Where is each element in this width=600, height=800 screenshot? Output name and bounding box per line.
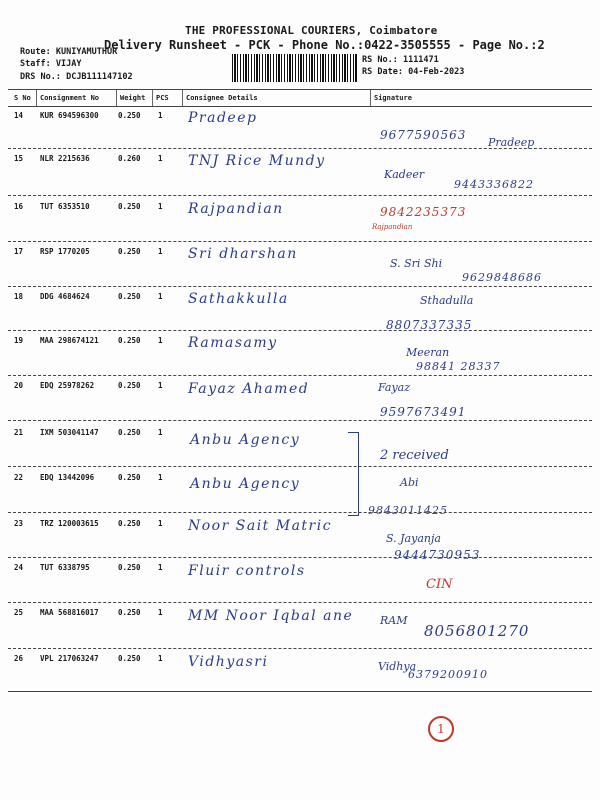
row-consignee: Sathakkulla [188,291,289,307]
row-consignment: EDQ 13442096 [40,473,95,482]
row-signature: 2 received [380,448,449,463]
row-consignment: RSP 1770205 [40,247,90,256]
row-weight: 0.250 [118,519,141,528]
row-signature: Sthadulla [420,294,474,307]
row-phone: 9444730953 [394,548,481,562]
col-divider [36,90,37,106]
row-pcs: 1 [158,519,163,528]
row-consignment: VPL 217063247 [40,654,99,663]
col-divider [116,90,117,106]
col-consignment: Consignment No [40,94,100,102]
row-sno: 14 [14,111,24,120]
row-pcs: 1 [158,563,163,572]
row-sno: 16 [14,202,24,211]
grouping-bracket [348,432,359,516]
staff-line [20,59,81,69]
row-pcs: 1 [158,608,163,617]
rs-no-line [362,55,439,65]
row-pcs: 1 [158,154,163,163]
drs-line [20,72,133,82]
row-phone: 9842235373 [380,205,467,219]
table-top-rule [8,89,592,90]
table-row [0,602,600,648]
row-consignee: Fayaz Ahamed [188,381,310,397]
table-row [0,648,600,694]
row-phone: 6379200910 [408,668,488,681]
row-sno: 26 [14,654,24,663]
row-consignment: NLR 2215636 [40,154,90,163]
table-row [0,512,600,562]
row-signature: CIN [426,577,453,592]
rs-date-value: 04-Feb-2023 [408,67,465,77]
table-row [0,466,600,517]
table-row [0,106,600,152]
table-bottom-rule [8,691,592,692]
row-signature: Vidhya [378,660,417,673]
row-signature: S. Sri Shi [390,257,443,270]
col-divider [370,90,371,106]
company-title: THE PROFESSIONAL COURIERS, Coimbatore [185,24,438,37]
row-signature: Meeran [406,346,450,359]
row-consignment: IXM 503041147 [40,428,99,437]
row-pcs: 1 [158,292,163,301]
row-consignee: Ramasamy [188,335,278,351]
rs-date-label: RS Date: [362,67,403,77]
row-consignee: Anbu Agency [190,432,301,448]
row-signature: Pradeep [488,136,535,149]
row-consignee: Pradeep [188,110,258,126]
row-consignee: Vidhyasri [188,654,269,670]
row-signature: Rajpandian [372,223,413,231]
staff-label: Staff: [20,59,51,69]
table-row [0,330,600,376]
col-consignee: Consignee Details [186,94,258,102]
row-weight: 0.250 [118,608,141,617]
staff-value: VIJAY [55,59,82,69]
row-phone: 9843011425 [368,504,448,517]
row-weight: 0.250 [118,381,141,390]
row-pcs: 1 [158,428,163,437]
row-phone: 98841 28337 [416,360,501,373]
runsheet-subtitle: Delivery Runsheet - PCK - Phone No.:0422-3505555 - Page No.:2 [104,38,545,52]
table-row [0,286,600,332]
row-sno: 15 [14,154,24,163]
row-weight: 0.250 [118,563,141,572]
row-sno: 19 [14,336,24,345]
circled-number-mark: 1 [428,716,454,742]
row-consignee: Fluir controls [188,563,306,579]
row-consignee: MM Noor Iqbal ane [188,608,354,624]
col-weight: Weight [120,94,146,102]
row-signature: RAM [380,614,408,627]
row-consignment: TRZ 120003615 [40,519,99,528]
row-sno: 18 [14,292,24,301]
table-row [0,195,600,241]
row-weight: 0.250 [118,111,141,120]
row-signature: S. Jayanja [386,532,441,545]
route-label: Route: [20,47,51,57]
table-row [0,557,600,603]
row-signature: Kadeer [384,168,425,181]
row-phone: 9629848686 [462,271,542,284]
row-phone: 9597673491 [380,405,467,419]
row-weight: 0.250 [118,473,141,482]
row-weight: 0.250 [118,292,141,301]
row-weight: 0.250 [118,336,141,345]
rs-date-line [362,67,464,77]
drs-label: DRS No.: [20,72,61,82]
route-value: KUNIYAMUTHUR [55,47,118,57]
row-pcs: 1 [158,247,163,256]
rs-no-label: RS No.: [362,55,398,65]
table-row [0,375,600,421]
row-sno: 23 [14,519,24,528]
row-consignment: EDQ 25978262 [40,381,95,390]
row-sno: 25 [14,608,24,617]
rs-no-value: 1111471 [402,55,439,65]
row-consignee: Noor Sait Matric [188,518,333,534]
row-weight: 0.250 [118,654,141,663]
row-phone: 8807337335 [386,318,473,332]
row-phone: 9677590563 [380,128,467,142]
row-consignee: Sri dharshan [188,246,298,262]
row-consignment: MAA 298674121 [40,336,99,345]
row-consignee: Anbu Agency [190,476,301,492]
row-consignment: MAA 568816017 [40,608,99,617]
table-row [0,241,600,287]
row-pcs: 1 [158,473,163,482]
row-sno: 20 [14,381,24,390]
row-consignment: KUR 694596300 [40,111,99,120]
row-consignment: TUT 6338795 [40,563,90,572]
row-consignment: DDG 4684624 [40,292,90,301]
route-line [20,47,117,57]
row-pcs: 1 [158,111,163,120]
row-sno: 17 [14,247,24,256]
row-weight: 0.250 [118,247,141,256]
row-sno: 24 [14,563,24,572]
row-consignee: TNJ Rice Mundy [188,153,326,169]
col-sno: S No [14,94,31,102]
row-weight: 0.260 [118,154,141,163]
barcode-image [232,54,357,82]
row-pcs: 1 [158,381,163,390]
row-pcs: 1 [158,336,163,345]
col-signature: Signature [374,94,412,102]
row-pcs: 1 [158,202,163,211]
row-phone: 9443336822 [454,178,534,191]
row-phone: 8056801270 [424,622,530,640]
row-sno: 22 [14,473,24,482]
row-consignment: TUT 6353510 [40,202,90,211]
col-divider [182,90,183,106]
row-weight: 0.250 [118,428,141,437]
row-pcs: 1 [158,654,163,663]
row-consignee: Rajpandian [188,201,284,217]
row-weight: 0.250 [118,202,141,211]
col-divider [152,90,153,106]
table-row [0,420,600,466]
row-sno: 21 [14,428,24,437]
col-pcs: PCS [156,94,169,102]
row-signature: Abi [400,476,419,489]
row-signature: Fayaz [378,381,411,394]
table-row [0,148,600,194]
drs-value: DCJB111147102 [66,72,133,82]
